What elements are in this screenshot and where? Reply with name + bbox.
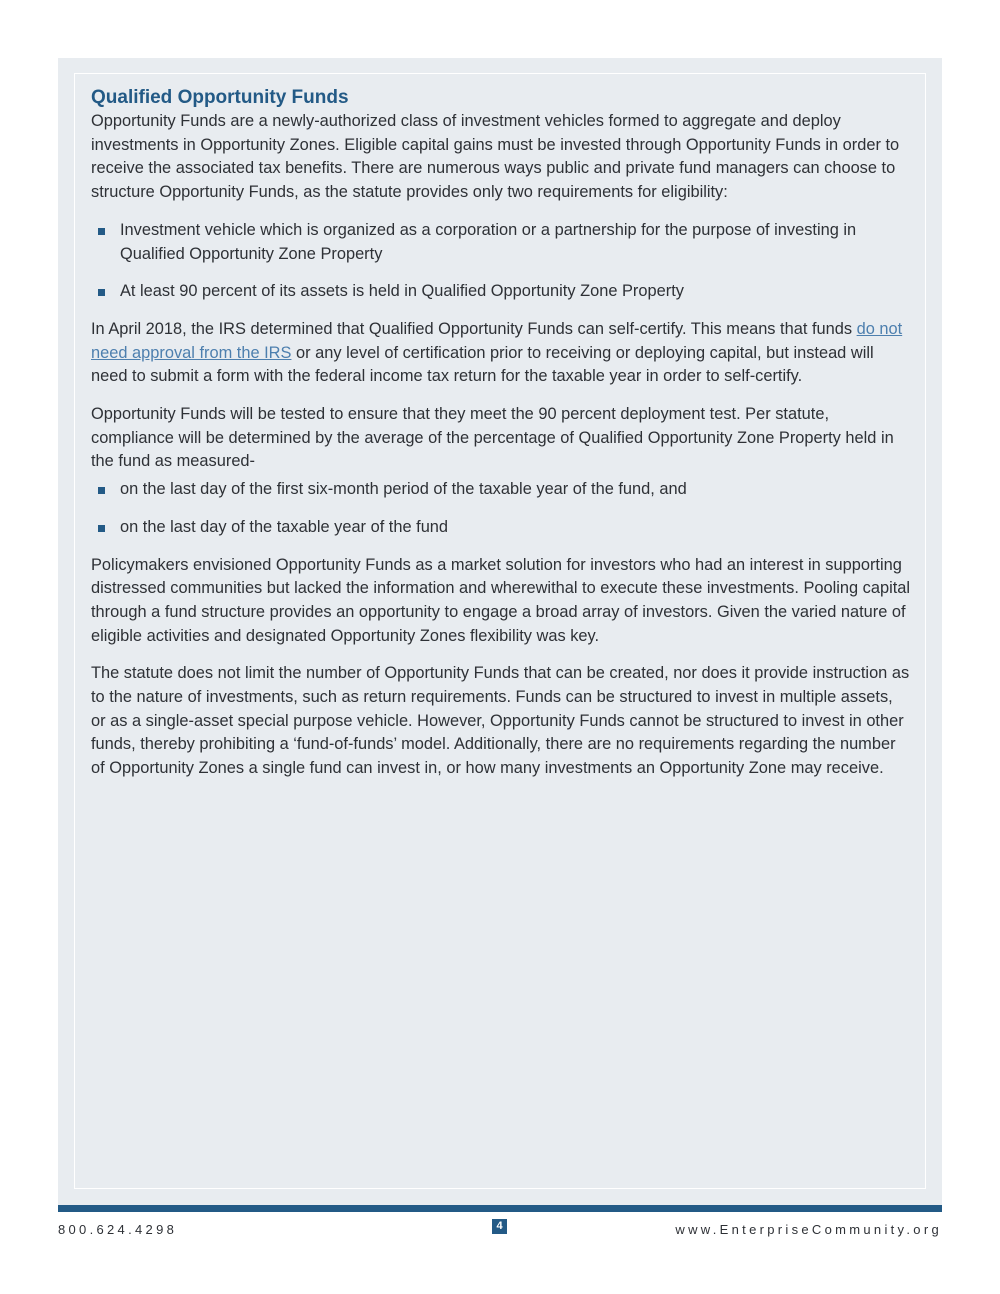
statute-paragraph: The statute does not limit the number of Opportunity Funds that can be created, nor does it provide instruction as to the nature of investments, such as return requirements. Funds can be structured to invest in multiple assets, or as a single-asset special purpose vehicle. However, Opportunity Funds cannot be structured to invest in other funds, thereby prohibiting a ‘fund-of-funds’ model. Additionally, there are no requirements regarding the number of Opportunity Zones a single fund can invest in, or how many investments an Opportunity Zone may receive. [91,664,910,778]
policymakers-paragraph: Policymakers envisioned Opportunity Funds as a market solution for investors who had an interest in supporting distressed communities but lacked the information and wherewithal to execute these investments. Pooling capital through a fund structure provides an opportunity to engage a broad array of investors. Given the varied nature of eligible activities and designated Opportunity Zones flexibility was key. [91,555,911,645]
list-item-text: on the last day of the taxable year of the fund [120,517,449,536]
irs-paragraph-after: or any level of certification prior to receiving or deploying capital, but instead will need to submit a form with the federal income tax return for the taxable year in order to self-certify. [91,343,874,386]
irs-approval-link[interactable]: do not need approval from the IRS [91,319,903,362]
list-item-text: on the last day of the first six-month period of the taxable year of the fund, and [120,480,687,499]
list-item [91,478,911,502]
list-item-text: At least 90 percent of its assets is held in Qualified Opportunity Zone Property [120,282,684,301]
list-item [91,280,911,304]
list-item [91,516,911,540]
article-body [91,86,911,795]
square-bullet-icon [98,289,105,296]
square-bullet-icon [98,228,105,235]
irs-paragraph-before: In April 2018, the IRS determined that Qualified Opportunity Funds can self-certify. This means that funds [91,319,857,338]
square-bullet-icon [98,487,105,494]
measurement-dates-list [91,478,911,539]
list-item-text: Investment vehicle which is organized as a corporation or a partnership for the purpose of investing in Qualified Opportunity Zone Property [120,220,857,263]
list-item [91,219,911,266]
section-title: Qualified Opportunity Funds [91,87,349,108]
footer-phone: 800.624.4298 [58,1222,178,1237]
requirements-list [91,219,911,304]
content-panel [58,58,942,1205]
intro-paragraph: Opportunity Funds are a newly-authorized class of investment vehicles formed to aggregate and deploy investments in Opportunity Zones. Eligible capital gains must be invested through Opportunity Funds in order to receive the associated tax benefits. There are numerous ways public and private fund managers can choose to structure Opportunity Funds, as the statute provides only two requirements for eligibility: [91,112,900,202]
square-bullet-icon [98,525,105,532]
irs-paragraph [91,318,911,389]
testing-paragraph: Opportunity Funds will be tested to ensure that they meet the 90 percent deployment test. Per statute, compliance will be determined by the average of the percentage of Qualified Opportunity Zone Property held in the fund as measured- [91,405,894,471]
footer-website: www.EnterpriseCommunity.org [675,1222,942,1237]
footer-rule [58,1205,942,1212]
page-number-badge: 4 [492,1219,507,1234]
